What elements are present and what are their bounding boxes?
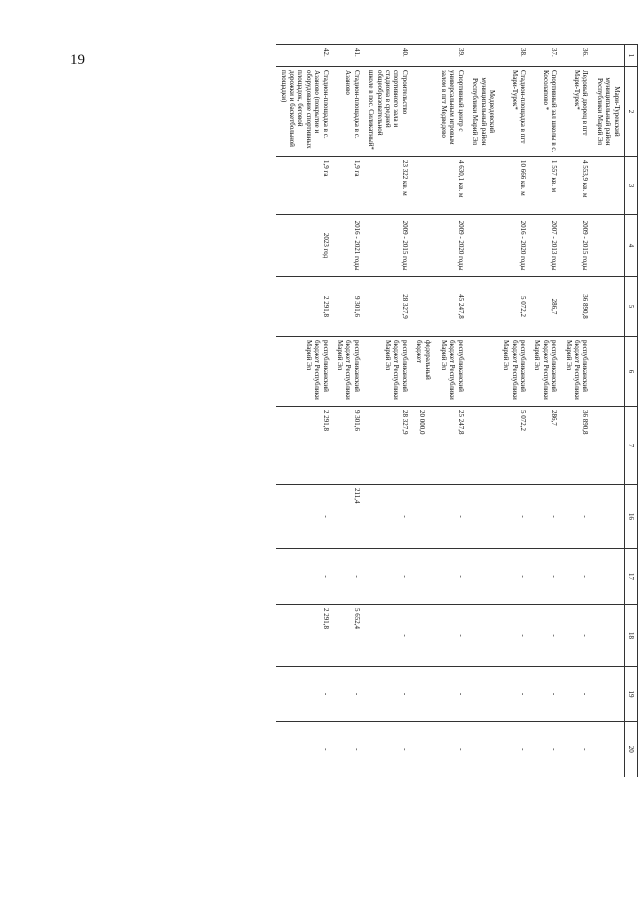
header-cell: 4 (624, 215, 637, 277)
funding-source-primary: республиканский бюджет Республики Марий Эл (439, 340, 465, 400)
table-row (412, 45, 468, 777)
row-number: 40. (364, 45, 412, 67)
col-16: - (499, 485, 530, 549)
col-18: 2 291,8 (276, 605, 332, 667)
table-row (530, 45, 561, 777)
col-17: - (561, 549, 592, 605)
col-19: - (333, 667, 364, 722)
col-17: - (530, 549, 561, 605)
col-20: - (276, 722, 332, 777)
years: 2016 - 2021 годы (333, 215, 364, 277)
years: 2016 - 2020 годы (499, 215, 530, 277)
col-17: - (412, 549, 468, 605)
col-20: - (561, 722, 592, 777)
funding-amount: 9 301,6 (333, 407, 364, 485)
table-row (561, 45, 592, 777)
col-17: - (499, 549, 530, 605)
section-title: Медведевский муниципальный район Республики Марий Эл (468, 67, 499, 157)
col-18: - (412, 605, 468, 667)
capacity: 1,9 га (276, 157, 332, 215)
rotated-table (124, 44, 638, 776)
funding-amount (412, 407, 468, 485)
col-19: - (364, 667, 412, 722)
col-16: - (412, 485, 468, 549)
table-row (364, 45, 412, 777)
total-amount: 9 301,6 (333, 277, 364, 337)
funding-amount: 2 291,8 (276, 407, 332, 485)
col-16: - (364, 485, 412, 549)
col-20: - (530, 722, 561, 777)
col-20: - (412, 722, 468, 777)
header-cell: 5 (624, 277, 637, 337)
object-name: Стадион-площадка в с. Азаново (333, 67, 364, 157)
header-cell: 7 (624, 407, 637, 485)
funding-amount: 28 327,9 (364, 407, 412, 485)
total-amount: 45 247,8 (412, 277, 468, 337)
object-name: Стадион-площадка в пгт Мари-Турек* (499, 67, 530, 157)
years: 2009 - 2020 годы (412, 215, 468, 277)
years: 2007 - 2013 годы (530, 215, 561, 277)
col-16: - (276, 485, 332, 549)
funding-source: республиканский бюджет Республики Марий Эл (333, 337, 364, 407)
budget-table (276, 44, 638, 777)
total-amount: 36 890,8 (561, 277, 592, 337)
object-name: Ледовый дворец в пгт Мари-Турек* (561, 67, 592, 157)
total-amount: 2 291,8 (276, 277, 332, 337)
section-row (468, 45, 499, 777)
header-cell: 19 (624, 667, 637, 722)
col-17: - (276, 549, 332, 605)
years: 2009 - 2015 годы (364, 215, 412, 277)
funding-source: республиканский бюджет Республики Марий Эл (530, 337, 561, 407)
header-cell: 6 (624, 337, 637, 407)
col-16: - (530, 485, 561, 549)
header-cell: 2 (624, 67, 637, 157)
header-cell: 3 (624, 157, 637, 215)
capacity: 4 553,9 кв. м (561, 157, 592, 215)
funding-source (412, 337, 468, 407)
header-cell: 17 (624, 549, 637, 605)
funding-amount: 286,7 (530, 407, 561, 485)
object-name: Строительство спортивного зала и стадиона в средней общеобразовательной школе в пос. Силикатный* (364, 67, 412, 157)
total-amount: 28 327,9 (364, 277, 412, 337)
col-20: - (333, 722, 364, 777)
capacity: 23 322 кв. м (364, 157, 412, 215)
table-row (333, 45, 364, 777)
header-cell: 16 (624, 485, 637, 549)
funding-source: республиканский бюджет Республики Марий Эл (561, 337, 592, 407)
object-name: Спортивный зал школы в с. Косолапово * (530, 67, 561, 157)
col-19: - (412, 667, 468, 722)
col-19: - (499, 667, 530, 722)
funding-amount-federal: 20 000,0 (418, 410, 427, 435)
col-18: 5 652,4 (333, 605, 364, 667)
capacity: 10 666 кв. м (499, 157, 530, 215)
funding-amount: 36 890,8 (561, 407, 592, 485)
col-19: - (530, 667, 561, 722)
table-row (499, 45, 530, 777)
col-18: - (530, 605, 561, 667)
funding-source-federal: федеральный бюджет (415, 340, 432, 380)
total-amount: 286,7 (530, 277, 561, 337)
col-18: - (499, 605, 530, 667)
row-number: 38. (499, 45, 530, 67)
capacity: 1,9 га (333, 157, 364, 215)
col-16: - (561, 485, 592, 549)
capacity: 4 630,1 кв. м (412, 157, 468, 215)
funding-amount: 5 072,2 (499, 407, 530, 485)
section-title: Мари-Турекский муниципальный район Республики Марий Эл (592, 67, 624, 157)
funding-source: республиканский бюджет Республики Марий Эл (499, 337, 530, 407)
row-number: 39. (412, 45, 468, 67)
capacity: 1 557 кв. м (530, 157, 561, 215)
col-19: - (276, 667, 332, 722)
years: 2023 год (276, 215, 332, 277)
table-row (276, 45, 332, 777)
header-cell: 18 (624, 605, 637, 667)
object-name: Стадион-площадка в с. Азаново (покрытие и оборудование спортивных площадок, беговой дорожки и баскетбольной площадки) (276, 67, 332, 157)
col-19: - (561, 667, 592, 722)
row-number: 42. (276, 45, 332, 67)
header-cell: 1 (624, 45, 637, 67)
col-17: - (333, 549, 364, 605)
total-amount: 5 072,2 (499, 277, 530, 337)
row-number: 37. (530, 45, 561, 67)
row-number: 36. (561, 45, 592, 67)
col-20: - (364, 722, 412, 777)
years: 2009 - 2015 годы (561, 215, 592, 277)
funding-source: республиканский бюджет Республики Марий Эл (276, 337, 332, 407)
col-18: - (561, 605, 592, 667)
col-16: 211,4 (333, 485, 364, 549)
row-number: 41. (333, 45, 364, 67)
table-header-row (624, 45, 637, 777)
funding-source: республиканский бюджет Республики Марий Эл (364, 337, 412, 407)
page-number: 19 (70, 52, 85, 68)
object-name: Спортивный центр с универсальным игровым залом в пгт Медведево (412, 67, 468, 157)
funding-amount-primary: 25 247,8 (456, 410, 465, 435)
header-cell: 20 (624, 722, 637, 777)
section-row (592, 45, 624, 777)
col-20: - (499, 722, 530, 777)
col-17: - (364, 549, 412, 605)
col-18: - (364, 605, 412, 667)
